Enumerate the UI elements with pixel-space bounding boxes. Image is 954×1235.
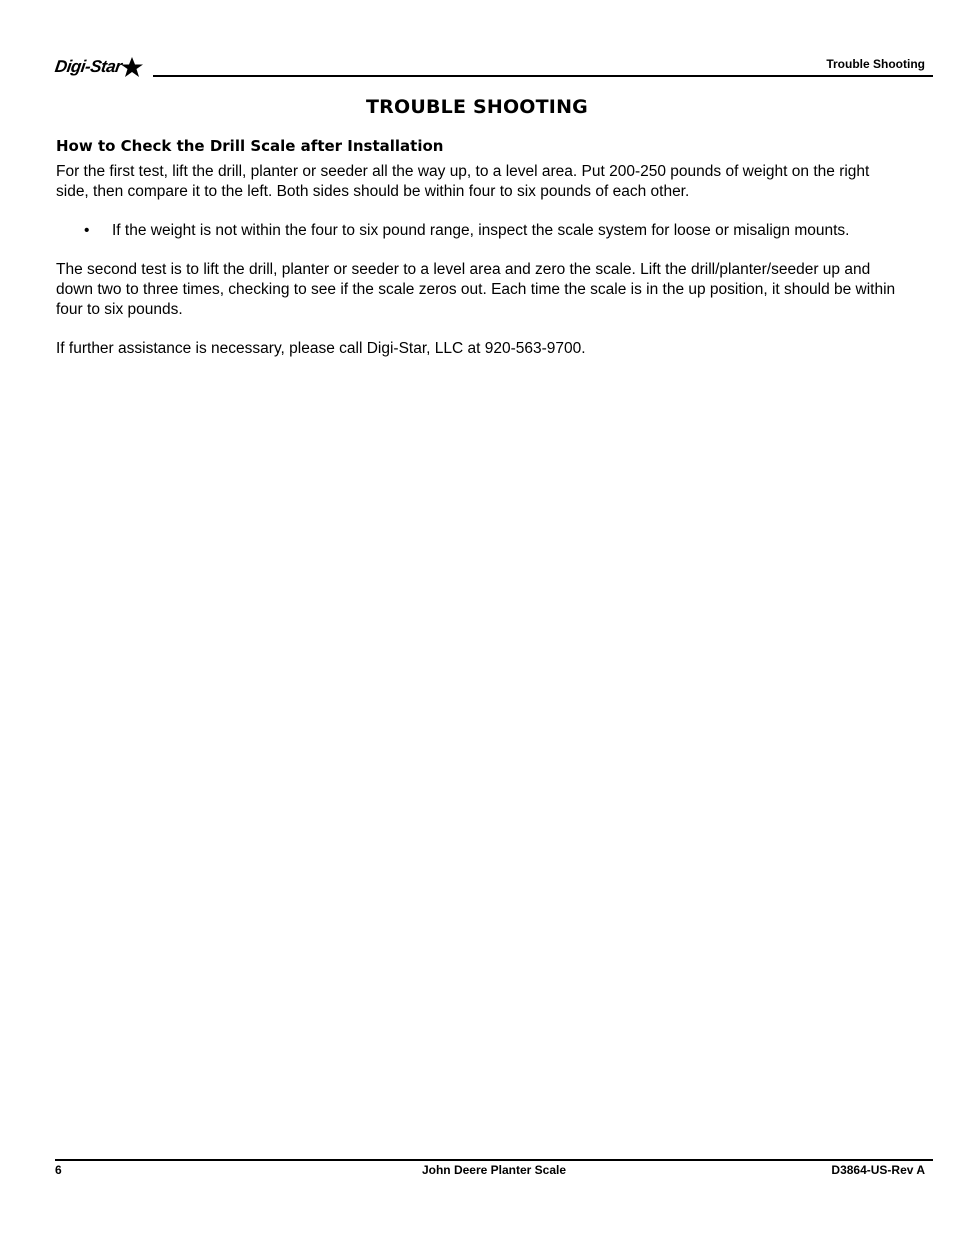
section-heading: How to Check the Drill Scale after Installation	[56, 137, 444, 155]
header-section-title: Trouble Shooting	[826, 57, 925, 71]
paragraph-assistance: If further assistance is necessary, please call Digi-Star, LLC at 920-563-9700.	[56, 340, 586, 357]
footer-manual-title: John Deere Planter Scale	[421, 1163, 567, 1177]
logo-wordmark: Digi-Star	[53, 57, 123, 76]
footer-page-number: 6	[55, 1163, 62, 1177]
bullet-list	[56, 221, 901, 241]
paragraph-second-test: The second test is to lift the drill, planter or seeder to a level area and zero the scale. Lift the drill/planter/seeder up and down two to three times, checking to see if the scale zeros out. Each time the scale is in the up position, it should be within four to six pounds.	[56, 261, 896, 318]
paragraph-first-test: For the first test, lift the drill, planter or seeder all the way up, to a level area. Put 200-250 pounds of weight on the right side, then compare it to the left. Both sides should be within four to six pounds of each other.	[56, 163, 870, 200]
list-item	[56, 221, 901, 241]
bullet-symbol: •	[84, 222, 90, 239]
page-footer	[55, 1159, 933, 1181]
footer-rule	[55, 1159, 933, 1161]
bullet-text: If the weight is not within the four to six pound range, inspect the scale system for loose or misalign mounts.	[112, 222, 850, 239]
star-icon	[119, 56, 143, 78]
footer-doc-number: D3864-US-Rev A	[831, 1163, 925, 1177]
digi-star-logo	[55, 54, 143, 80]
header-rule	[153, 75, 933, 77]
page-content	[56, 136, 901, 378]
page-title: TROUBLE SHOOTING	[366, 96, 588, 118]
page-header	[55, 52, 933, 80]
